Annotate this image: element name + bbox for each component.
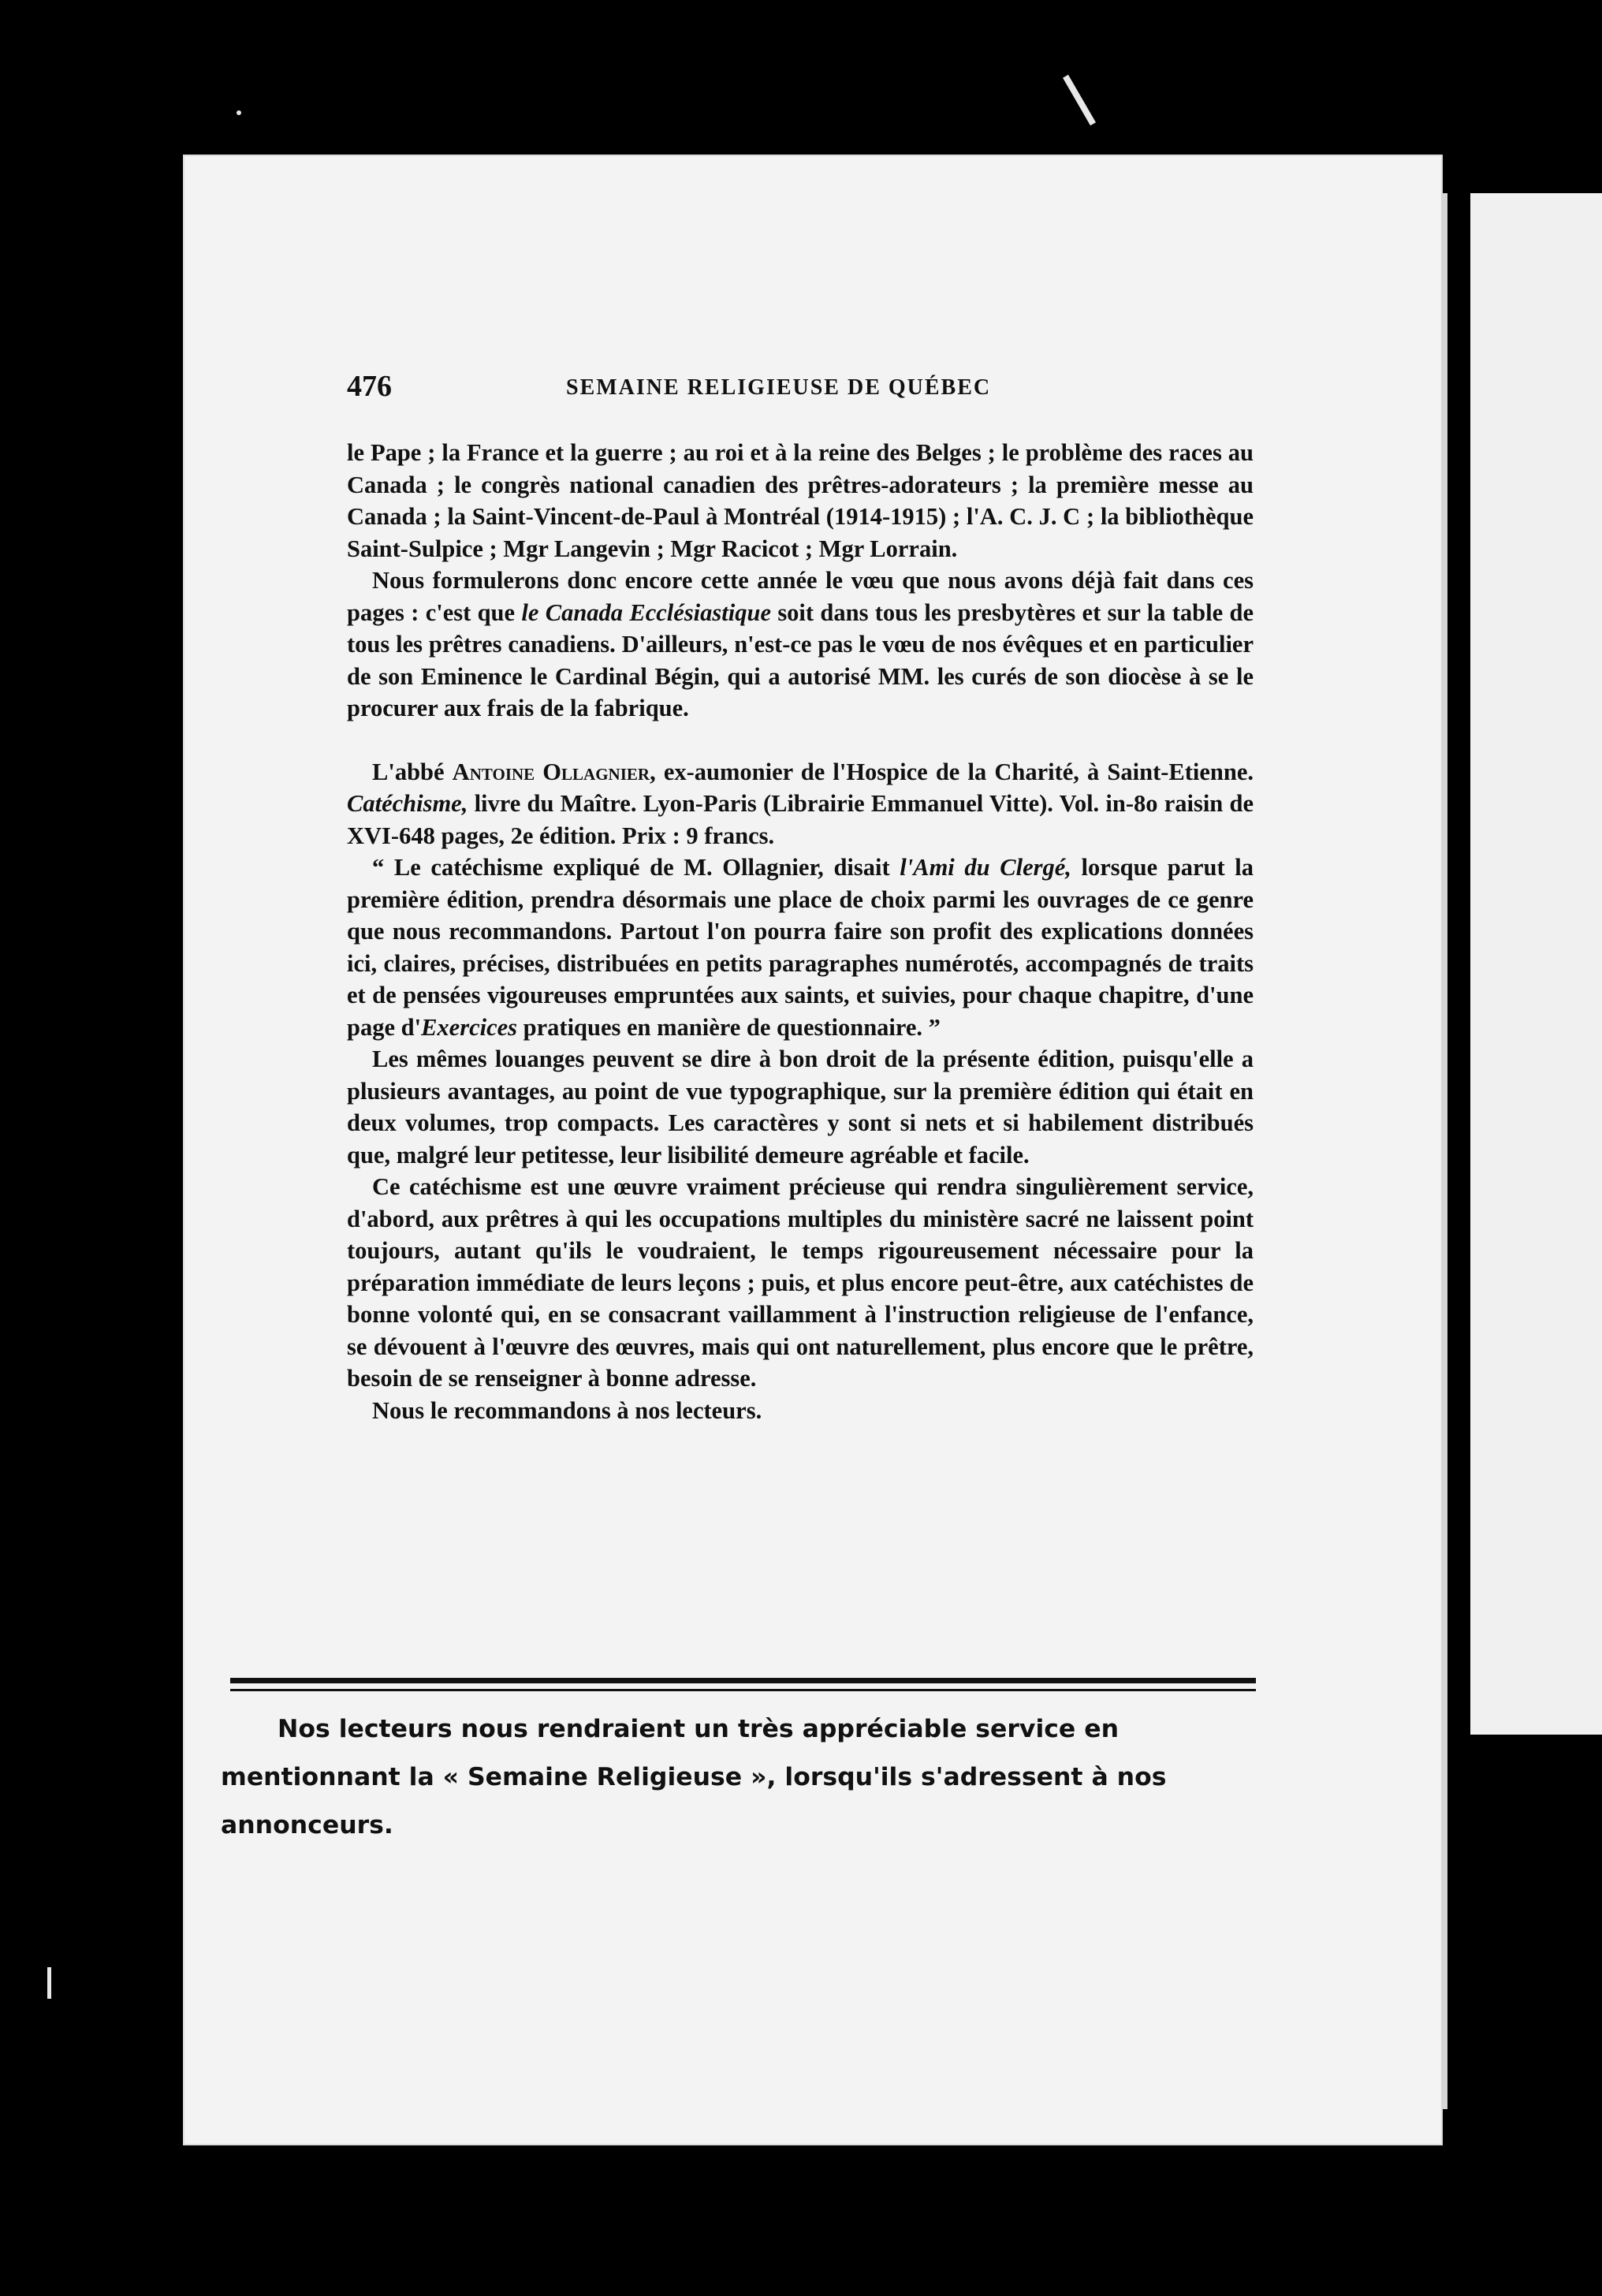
running-title: SEMAINE RELIGIEUSE DE QUÉBEC — [566, 375, 992, 400]
article-body — [347, 437, 1254, 1426]
paragraph: Nous formulerons donc encore cette année le vœu que nous avons déjà fait dans ces pages : c'est que le Canada Ecclésiastique soit dans tous les presbytères et sur la table de tous les prêtres canadiens. D'ailleurs, n'est-ce pas le vœu de nos évêques et en particulier de son Eminence le Cardinal Bégin, qui a autorisé MM. les curés de son diocèse à se le procurer aux frais de la fabrique. — [347, 567, 1254, 721]
divider-rule — [230, 1689, 1256, 1691]
italic-word: Exercices — [421, 1013, 518, 1041]
scan-mark — [237, 110, 241, 115]
scan-mark — [47, 1967, 51, 1999]
italic-title: le Canada Ecclésiastique — [521, 598, 771, 626]
paragraph-spacer — [347, 725, 1254, 756]
page-number: 476 — [347, 370, 392, 403]
paragraph: Les mêmes louanges peuvent se dire à bon droit de la présente édition, puisqu'elle a plusieurs avantages, au point de vue typographique, sur la première édition qui était en deux volumes, trop compacts. Les caractères y sont si nets et si habilement distribués que, malgré leur petitesse, leur lisibilité demeure agréable et facile. — [347, 1046, 1254, 1168]
notice-text: Nos lecteurs nous rendraient un très appréciable service en mentionnant la « Semaine Religieuse », lorsqu'ils s'adressent à nos annonceurs. — [221, 1715, 1167, 1839]
paragraph: Ce catéchisme est une œuvre vraiment précieuse qui rendra singulièrement service, d'abord, aux prêtres à qui les occupations multiples du ministère sacré ne laissent point toujours, autant qu'ils le voudraient, le temps rigoureusement nécessaire pour la préparation immédiate de leurs leçons ; puis, et plus encore peut-être, aux catéchistes de bonne volonté qui, en se consacrant vaillamment à l'instruction religieuse de l'enfance, se dévouent à l'œuvre des œuvres, mais qui ont naturellement, plus encore que le prêtre, besoin de se renseigner à bonne adresse. — [347, 1173, 1254, 1392]
divider-rule — [230, 1678, 1256, 1683]
scan-mark — [1063, 75, 1096, 126]
book-reference: L'abbé Antoine Ollagnier, ex-aumonier de l'Hospice de la Charité, à Saint-Etienne. Catéchisme, livre du Maître. Lyon-Paris (Librairie Emmanuel Vitte). Vol. in-8o raisin de XVI-648 pages, 2e édition. Prix : 9 francs. — [347, 758, 1254, 849]
document-page — [183, 155, 1443, 2145]
author-name: Antoine Ollagnier — [452, 758, 650, 785]
paragraph: le Pape ; la France et la guerre ; au roi et à la reine des Belges ; le problème des races au Canada ; le congrès national canadien des prêtres-adorateurs ; la première messe au Canada ; la Saint-Vincent-de-Paul à Montréal (1914-1915) ; l'A. C. J. C ; la bibliothèque Saint-Sulpice ; Mgr Langevin ; Mgr Racicot ; Mgr Lorrain. — [347, 439, 1254, 562]
page-stack-edge — [1441, 193, 1447, 2109]
page-header — [347, 369, 1307, 416]
italic-title: l'Ami du Clergé, — [900, 854, 1071, 881]
italic-title: Catéchisme, — [347, 790, 468, 817]
adjacent-page-edge — [1470, 193, 1602, 1735]
reader-notice — [221, 1705, 1261, 1850]
paragraph: Nous le recommandons à nos lecteurs. — [372, 1396, 762, 1424]
quotation: “ Le catéchisme expliqué de M. Ollagnier, disait l'Ami du Clergé, lorsque parut la première édition, prendra désormais une place de choix parmi les ouvrages de ce genre que nous recommandons. Partout l'on pourra faire son profit des explications données ici, claires, précises, distribuées en petits paragraphes numérotés, accompagnés de traits et de pensées vigoureuses empruntées aux saints, et suivies, pour chaque chapitre, d'une page d'Exercices pratiques en manière de questionnaire. ” — [347, 854, 1254, 1041]
